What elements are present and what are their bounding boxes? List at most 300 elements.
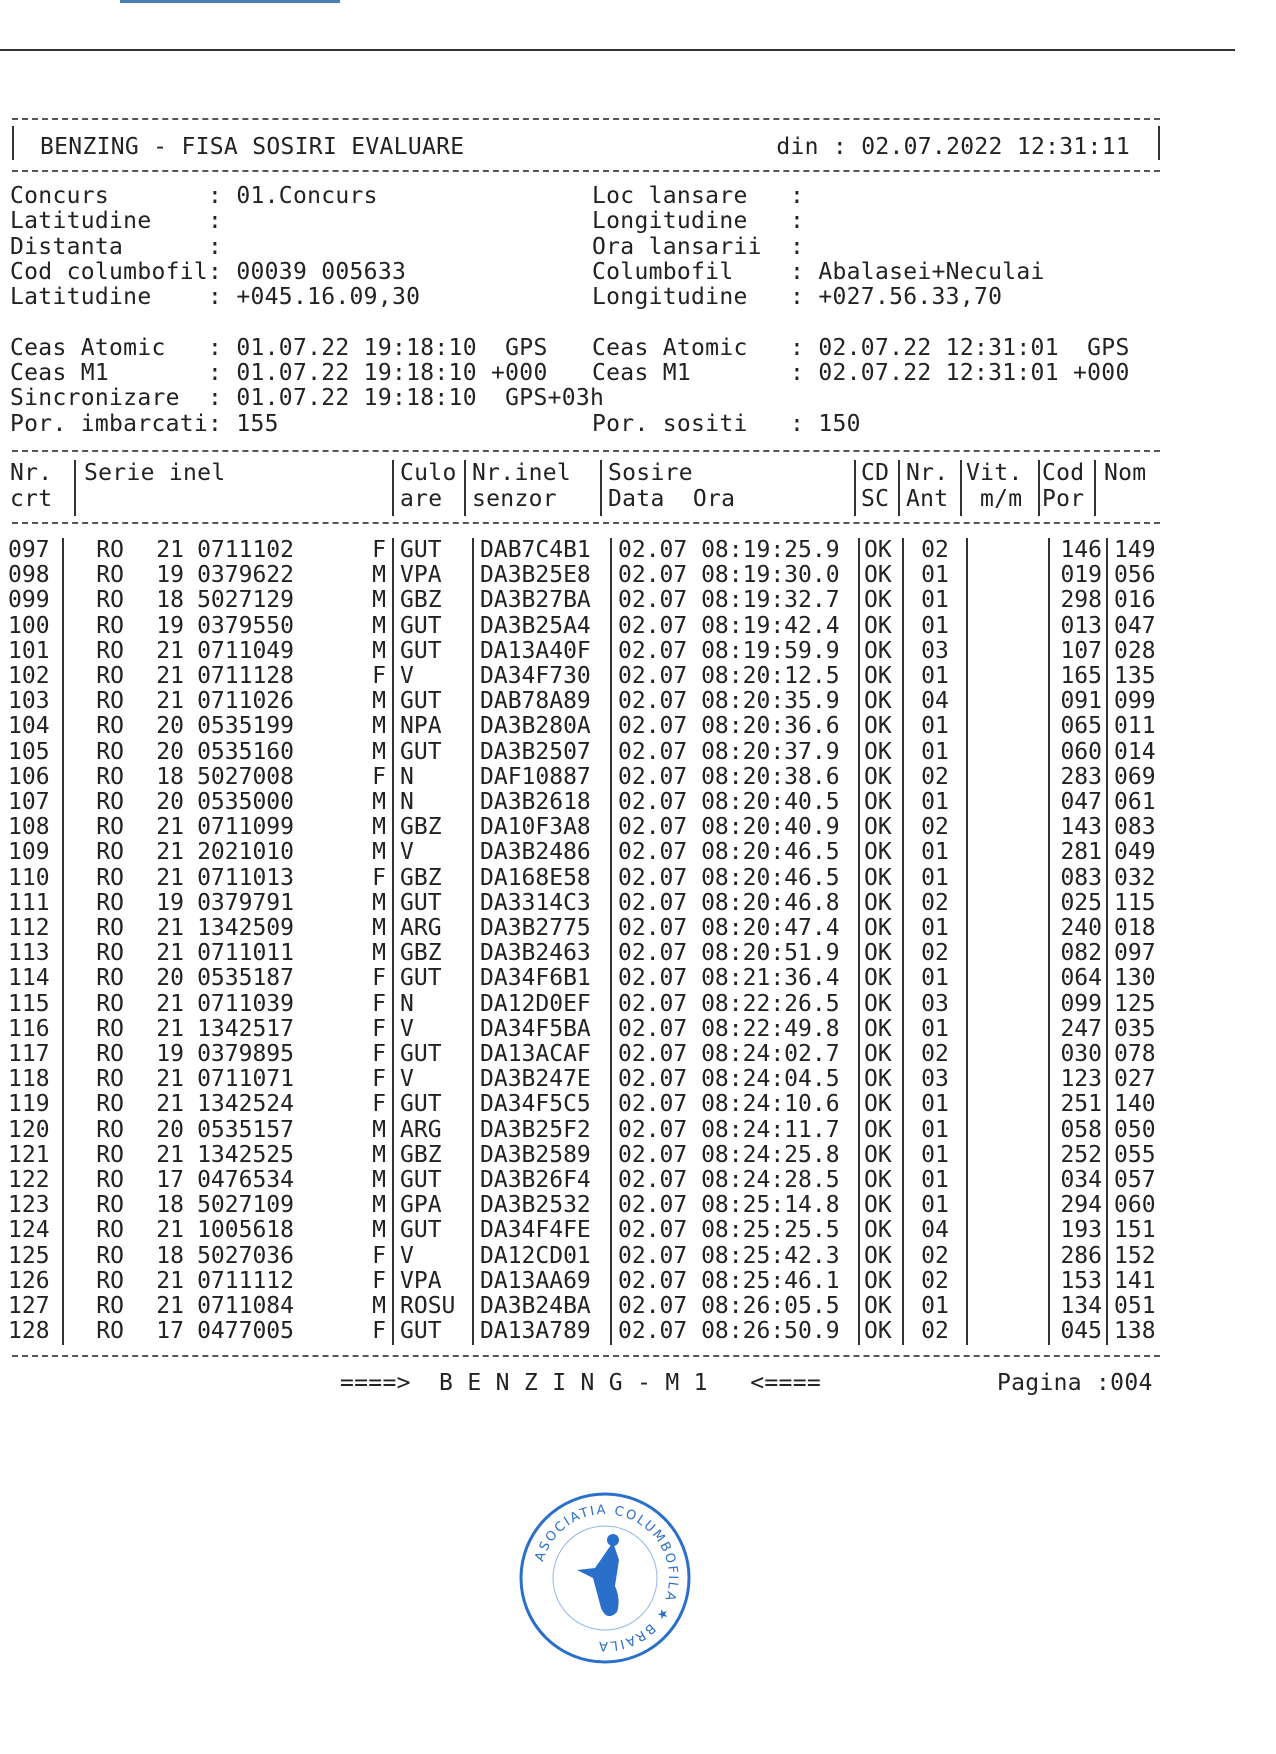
table-row: [8, 689, 1174, 714]
cell-cod-por: 123: [1049, 1067, 1107, 1092]
col-serie-inel: Serie inel: [84, 460, 226, 486]
cell-country: RO: [96, 738, 124, 765]
cell-year: 17: [156, 1318, 184, 1345]
col-ant-2: Ant: [906, 486, 949, 512]
table-row: [8, 1143, 1174, 1168]
cell-year: 21: [156, 1066, 184, 1093]
cell-ring-number: 0379791: [197, 889, 294, 916]
cell-arrival-datetime: 02.07 08:20:51.9: [611, 941, 859, 966]
cell-color: V: [393, 664, 473, 689]
table-row: [8, 966, 1174, 991]
cell-color: GBZ: [393, 941, 473, 966]
cell-ring-number: 0535199: [197, 713, 294, 740]
report-title: BENZING - FISA SOSIRI EVALUARE: [40, 134, 465, 160]
cell-year: 21: [156, 915, 184, 942]
cell-cod-por: 247: [1049, 1017, 1107, 1042]
cell-nr-crt: 111: [8, 891, 63, 916]
cell-nr-crt: 126: [8, 1269, 63, 1294]
cell-cod-por: 134: [1049, 1294, 1107, 1319]
cell-cd-sc: OK: [859, 1067, 903, 1092]
cell-cd-sc: OK: [859, 1092, 903, 1117]
info-concurs: Concurs : 01.Concurs: [10, 183, 378, 209]
col-sosire-1: Sosire: [608, 460, 693, 486]
cell-country: RO: [96, 587, 124, 614]
cell-sex: F: [294, 1244, 393, 1269]
cell-nr-crt: 110: [8, 866, 63, 891]
header-right-bar: [1158, 126, 1160, 160]
cell-sensor-ring: DAB78A89: [473, 689, 611, 714]
cell-year: 17: [156, 1167, 184, 1194]
cell-sensor-ring: DA3B2463: [473, 941, 611, 966]
cell-ring-number: 0535157: [197, 1116, 294, 1143]
cell-antenna: 01: [903, 1143, 967, 1168]
cell-ring-number: 0711071: [197, 1066, 294, 1093]
cell-nom: 028: [1114, 637, 1156, 664]
cell-nom: 141: [1114, 1267, 1156, 1294]
cell-antenna: 01: [903, 866, 967, 891]
cell-arrival-datetime: 02.07 08:24:25.8: [611, 1143, 859, 1168]
cell-cd-sc: OK: [859, 966, 903, 991]
cell-speed: [967, 966, 1049, 991]
cell-speed: [967, 1193, 1049, 1218]
info-latitudine-1: Latitudine :: [10, 208, 223, 235]
cell-nom: 138: [1114, 1318, 1156, 1345]
cell-speed: [967, 1017, 1049, 1042]
cell-cod-por: 286: [1049, 1244, 1107, 1269]
cell-ring-number: 5027129: [197, 587, 294, 614]
cell-year: 20: [156, 713, 184, 740]
cell-nom: 152: [1114, 1242, 1156, 1269]
cell-antenna: 02: [903, 1319, 967, 1344]
info-ceas-m1-end: Ceas M1 : 02.07.22 12:31:01 +000: [592, 360, 1130, 387]
cell-nom: 151: [1114, 1217, 1156, 1244]
cell-sex: F: [294, 538, 393, 563]
cell-nom: 050: [1114, 1116, 1156, 1143]
cell-country: RO: [96, 789, 124, 816]
cell-cd-sc: OK: [859, 1218, 903, 1243]
cell-antenna: 03: [903, 1067, 967, 1092]
cell-sex: M: [294, 563, 393, 588]
col-cod-2: Por: [1042, 486, 1085, 512]
cell-sex: F: [294, 1042, 393, 1067]
cell-sex: M: [294, 1218, 393, 1243]
table-row: [8, 866, 1174, 891]
cell-color: GUT: [393, 891, 473, 916]
cell-color: V: [393, 1067, 473, 1092]
cell-cd-sc: OK: [859, 714, 903, 739]
cell-country: RO: [96, 763, 124, 790]
cell-nr-crt: 100: [8, 614, 63, 639]
top-rule: [0, 49, 1235, 51]
info-ceas-atomic-end: Ceas Atomic : 02.07.22 12:31:01 GPS: [592, 334, 1130, 361]
cell-country: RO: [96, 1066, 124, 1093]
cell-country: RO: [96, 1267, 124, 1294]
cell-year: 19: [156, 1041, 184, 1068]
cell-cd-sc: OK: [859, 588, 903, 613]
cell-nr-crt: 122: [8, 1168, 63, 1193]
cell-antenna: 01: [903, 966, 967, 991]
cell-year: 21: [156, 864, 184, 891]
cell-nom: 097: [1114, 940, 1156, 967]
cell-antenna: 01: [903, 1294, 967, 1319]
cell-color: VPA: [393, 1269, 473, 1294]
cell-nom: 014: [1114, 738, 1156, 765]
cell-country: RO: [96, 1167, 124, 1194]
cell-country: RO: [96, 839, 124, 866]
cell-sex: M: [294, 891, 393, 916]
cell-cd-sc: OK: [859, 563, 903, 588]
col-cod-1: Cod: [1042, 460, 1085, 486]
cell-nr-crt: 098: [8, 563, 63, 588]
cell-sensor-ring: DA34F730: [473, 664, 611, 689]
cell-year: 21: [156, 940, 184, 967]
cell-year: 21: [156, 1015, 184, 1042]
cell-arrival-datetime: 02.07 08:25:25.5: [611, 1218, 859, 1243]
cell-cd-sc: OK: [859, 1017, 903, 1042]
cell-antenna: 02: [903, 765, 967, 790]
cell-cd-sc: OK: [859, 916, 903, 941]
cell-speed: [967, 563, 1049, 588]
stamp-text: ASOCIATIA COLUMBOFILA ★ BRAILA: [532, 1502, 681, 1654]
cell-ring-number: 0711099: [197, 814, 294, 841]
cell-sensor-ring: DA12D0EF: [473, 992, 611, 1017]
cell-cod-por: 283: [1049, 765, 1107, 790]
cell-cod-por: 252: [1049, 1143, 1107, 1168]
cell-country: RO: [96, 1192, 124, 1219]
cell-sex: M: [294, 1294, 393, 1319]
cell-year: 21: [156, 1141, 184, 1168]
cell-nom: 055: [1114, 1141, 1156, 1168]
cell-color: GPA: [393, 1193, 473, 1218]
cell-color: V: [393, 1017, 473, 1042]
table-row: [8, 740, 1174, 765]
cell-cod-por: 099: [1049, 992, 1107, 1017]
cell-arrival-datetime: 02.07 08:20:36.6: [611, 714, 859, 739]
cell-nr-crt: 113: [8, 941, 63, 966]
table-row: [8, 916, 1174, 941]
cell-year: 18: [156, 1192, 184, 1219]
header-left-bar: [12, 126, 14, 160]
cell-cod-por: 083: [1049, 866, 1107, 891]
cell-sensor-ring: DA3B24BA: [473, 1294, 611, 1319]
cell-arrival-datetime: 02.07 08:22:26.5: [611, 992, 859, 1017]
cell-nr-crt: 103: [8, 689, 63, 714]
cell-ring-number: 0711084: [197, 1293, 294, 1320]
table-row: [8, 941, 1174, 966]
cell-sensor-ring: DA13A789: [473, 1319, 611, 1344]
cell-country: RO: [96, 713, 124, 740]
cell-cd-sc: OK: [859, 614, 903, 639]
cell-cod-por: 107: [1049, 639, 1107, 664]
col-vit-2: m/m: [980, 486, 1023, 512]
cell-sensor-ring: DA3B280A: [473, 714, 611, 739]
col-cd-1: CD: [861, 460, 890, 486]
cell-cd-sc: OK: [859, 790, 903, 815]
pigeon-icon: [577, 1534, 619, 1616]
cell-nr-crt: 124: [8, 1218, 63, 1243]
table-row: [8, 840, 1174, 865]
cell-nom: 035: [1114, 1015, 1156, 1042]
cell-antenna: 02: [903, 1042, 967, 1067]
cell-cod-por: 193: [1049, 1218, 1107, 1243]
cell-country: RO: [96, 562, 124, 589]
cell-sensor-ring: DA34F5C5: [473, 1092, 611, 1117]
col-sosire-2: Data Ora: [608, 486, 736, 512]
cell-ring-number: 0711026: [197, 688, 294, 715]
cell-country: RO: [96, 537, 124, 563]
cell-sensor-ring: DA3B2507: [473, 740, 611, 765]
table-row: [8, 891, 1174, 916]
cell-sensor-ring: DA3B2532: [473, 1193, 611, 1218]
cell-ring-number: 5027008: [197, 763, 294, 790]
cell-arrival-datetime: 02.07 08:20:12.5: [611, 664, 859, 689]
cell-color: GUT: [393, 1092, 473, 1117]
table-row: [8, 664, 1174, 689]
table-row: [8, 992, 1174, 1017]
cell-year: 21: [156, 1091, 184, 1118]
cell-year: 21: [156, 1293, 184, 1320]
cell-cod-por: 025: [1049, 891, 1107, 916]
cell-speed: [967, 1319, 1049, 1344]
cell-sensor-ring: DA34F5BA: [473, 1017, 611, 1042]
cell-cod-por: 165: [1049, 664, 1107, 689]
cell-cd-sc: OK: [859, 866, 903, 891]
cell-sensor-ring: DA3B26F4: [473, 1168, 611, 1193]
cell-color: V: [393, 1244, 473, 1269]
cell-cod-por: 294: [1049, 1193, 1107, 1218]
columns-top-rule: [12, 450, 1160, 452]
cell-cod-por: 298: [1049, 588, 1107, 613]
info-longitudine-2: Longitudine : +027.56.33,70: [592, 284, 1003, 311]
cell-nom: 130: [1114, 965, 1156, 992]
cell-speed: [967, 1092, 1049, 1117]
cell-speed: [967, 992, 1049, 1017]
cell-sensor-ring: DA3B2618: [473, 790, 611, 815]
cell-sex: F: [294, 1319, 393, 1344]
cell-antenna: 01: [903, 563, 967, 588]
cell-sex: F: [294, 1017, 393, 1042]
cell-speed: [967, 1218, 1049, 1243]
cell-nom: 049: [1114, 839, 1156, 866]
col-nom: Nom: [1104, 460, 1147, 486]
cell-speed: [967, 1168, 1049, 1193]
cell-antenna: 02: [903, 891, 967, 916]
cell-sensor-ring: DA34F6B1: [473, 966, 611, 991]
cell-cd-sc: OK: [859, 1143, 903, 1168]
cell-speed: [967, 1294, 1049, 1319]
cell-antenna: 01: [903, 588, 967, 613]
cell-year: 20: [156, 738, 184, 765]
cell-nr-crt: 120: [8, 1118, 63, 1143]
cell-speed: [967, 1269, 1049, 1294]
cell-arrival-datetime: 02.07 08:20:40.9: [611, 815, 859, 840]
cell-sensor-ring: DA13A40F: [473, 639, 611, 664]
cell-sensor-ring: DA3B25F2: [473, 1118, 611, 1143]
cell-year: 18: [156, 763, 184, 790]
cell-cd-sc: OK: [859, 1294, 903, 1319]
cell-sex: M: [294, 790, 393, 815]
cell-cod-por: 013: [1049, 614, 1107, 639]
cell-arrival-datetime: 02.07 08:21:36.4: [611, 966, 859, 991]
cell-cod-por: 143: [1049, 815, 1107, 840]
cell-color: GBZ: [393, 815, 473, 840]
cell-nom: 032: [1114, 864, 1156, 891]
cell-cod-por: 030: [1049, 1042, 1107, 1067]
cell-arrival-datetime: 02.07 08:24:11.7: [611, 1118, 859, 1143]
cell-color: V: [393, 840, 473, 865]
cell-speed: [967, 614, 1049, 639]
cell-color: GUT: [393, 614, 473, 639]
cell-color: GUT: [393, 1042, 473, 1067]
cell-antenna: 04: [903, 689, 967, 714]
cell-ring-number: 0379550: [197, 612, 294, 639]
cell-cod-por: 082: [1049, 941, 1107, 966]
cell-sensor-ring: DA3B27BA: [473, 588, 611, 613]
col-vit-1: Vit.: [966, 460, 1023, 486]
info-sincronizare: Sincronizare : 01.07.22 19:18:10 GPS+03h: [10, 385, 605, 412]
info-ora-lansarii: Ora lansarii :: [592, 233, 805, 260]
cell-antenna: 01: [903, 740, 967, 765]
cell-sensor-ring: DA12CD01: [473, 1244, 611, 1269]
col-nr: Nr.: [10, 460, 53, 486]
col-culoare-2: are: [400, 486, 443, 512]
cell-color: ARG: [393, 1118, 473, 1143]
table-row: [8, 1017, 1174, 1042]
cell-cod-por: 047: [1049, 790, 1107, 815]
table-row: [8, 1067, 1174, 1092]
cell-speed: [967, 866, 1049, 891]
cell-antenna: 02: [903, 1269, 967, 1294]
col-culoare-1: Culo: [400, 460, 457, 486]
cell-ring-number: 0476534: [197, 1167, 294, 1194]
cell-country: RO: [96, 612, 124, 639]
cell-nom: 140: [1114, 1091, 1156, 1118]
cell-country: RO: [96, 1242, 124, 1269]
cell-nom: 060: [1114, 1192, 1156, 1219]
cell-nom: 135: [1114, 663, 1156, 690]
cell-cod-por: 065: [1049, 714, 1107, 739]
cell-arrival-datetime: 02.07 08:19:30.0: [611, 563, 859, 588]
cell-country: RO: [96, 864, 124, 891]
cell-antenna: 04: [903, 1218, 967, 1243]
cell-nr-crt: 102: [8, 664, 63, 689]
cell-ring-number: 5027109: [197, 1192, 294, 1219]
cell-sex: M: [294, 840, 393, 865]
cell-sensor-ring: DA3B247E: [473, 1067, 611, 1092]
cell-sex: F: [294, 1067, 393, 1092]
cell-year: 18: [156, 1242, 184, 1269]
cell-antenna: 01: [903, 1017, 967, 1042]
cell-nom: 057: [1114, 1167, 1156, 1194]
cell-cd-sc: OK: [859, 664, 903, 689]
table-row: [8, 639, 1174, 664]
cell-sex: F: [294, 664, 393, 689]
cell-year: 21: [156, 839, 184, 866]
cell-sex: M: [294, 1118, 393, 1143]
cell-ring-number: 0477005: [197, 1318, 294, 1345]
cell-cd-sc: OK: [859, 992, 903, 1017]
table-row: [8, 1319, 1174, 1344]
table-row: [8, 790, 1174, 815]
cell-cod-por: 045: [1049, 1319, 1107, 1344]
cell-cd-sc: OK: [859, 941, 903, 966]
table-bottom-rule: [12, 1355, 1160, 1357]
cell-nom: 047: [1114, 612, 1156, 639]
cell-sex: F: [294, 1269, 393, 1294]
info-porumbei-imbarcati: Por. imbarcati: 155: [10, 410, 279, 437]
info-loc-lansare: Loc lansare :: [592, 183, 805, 209]
cell-sex: M: [294, 740, 393, 765]
cell-cd-sc: OK: [859, 1118, 903, 1143]
cell-nom: 051: [1114, 1293, 1156, 1320]
cell-year: 20: [156, 1116, 184, 1143]
cell-antenna: 02: [903, 941, 967, 966]
cell-cod-por: 064: [1049, 966, 1107, 991]
cell-sensor-ring: DA13AA69: [473, 1269, 611, 1294]
info-columbofil: Columbofil : Abalasei+Neculai: [592, 258, 1045, 285]
cell-speed: [967, 790, 1049, 815]
col-nrinel-1: Nr.inel: [472, 460, 572, 486]
report-header: [12, 118, 1160, 168]
cell-arrival-datetime: 02.07 08:26:05.5: [611, 1294, 859, 1319]
cell-sex: F: [294, 765, 393, 790]
cell-nr-crt: 116: [8, 1017, 63, 1042]
cell-nr-crt: 101: [8, 639, 63, 664]
cell-cd-sc: OK: [859, 1193, 903, 1218]
cell-color: GUT: [393, 1319, 473, 1344]
cell-year: 21: [156, 1217, 184, 1244]
cell-sensor-ring: DA34F4FE: [473, 1218, 611, 1243]
cell-country: RO: [96, 1318, 124, 1345]
cell-year: 19: [156, 562, 184, 589]
cell-sensor-ring: DAB7C4B1: [473, 538, 611, 563]
cell-color: GBZ: [393, 866, 473, 891]
cell-speed: [967, 1244, 1049, 1269]
cell-country: RO: [96, 915, 124, 942]
cell-country: RO: [96, 814, 124, 841]
cell-speed: [967, 916, 1049, 941]
cell-arrival-datetime: 02.07 08:24:10.6: [611, 1092, 859, 1117]
cell-cod-por: 240: [1049, 916, 1107, 941]
cell-ring-number: 0711049: [197, 637, 294, 664]
cell-nr-crt: 114: [8, 966, 63, 991]
table-row: [8, 1118, 1174, 1143]
cell-nr-crt: 107: [8, 790, 63, 815]
cell-nr-crt: 123: [8, 1193, 63, 1218]
cell-nom: 099: [1114, 688, 1156, 715]
cell-speed: [967, 588, 1049, 613]
cell-arrival-datetime: 02.07 08:19:59.9: [611, 639, 859, 664]
cell-country: RO: [96, 1116, 124, 1143]
cell-nom: 149: [1114, 537, 1156, 563]
table-row: [8, 1193, 1174, 1218]
cell-speed: [967, 840, 1049, 865]
cell-nr-crt: 125: [8, 1244, 63, 1269]
cell-cod-por: 034: [1049, 1168, 1107, 1193]
cell-antenna: 01: [903, 1118, 967, 1143]
cell-nom: 115: [1114, 889, 1156, 916]
cell-sensor-ring: DA13ACAF: [473, 1042, 611, 1067]
cell-color: GUT: [393, 1168, 473, 1193]
cell-sex: M: [294, 916, 393, 941]
cell-antenna: 01: [903, 714, 967, 739]
cell-speed: [967, 891, 1049, 916]
cell-antenna: 01: [903, 840, 967, 865]
cell-arrival-datetime: 02.07 08:20:47.4: [611, 916, 859, 941]
cell-nr-crt: 099: [8, 588, 63, 613]
cell-color: GUT: [393, 1218, 473, 1243]
cell-nr-crt: 128: [8, 1319, 63, 1344]
